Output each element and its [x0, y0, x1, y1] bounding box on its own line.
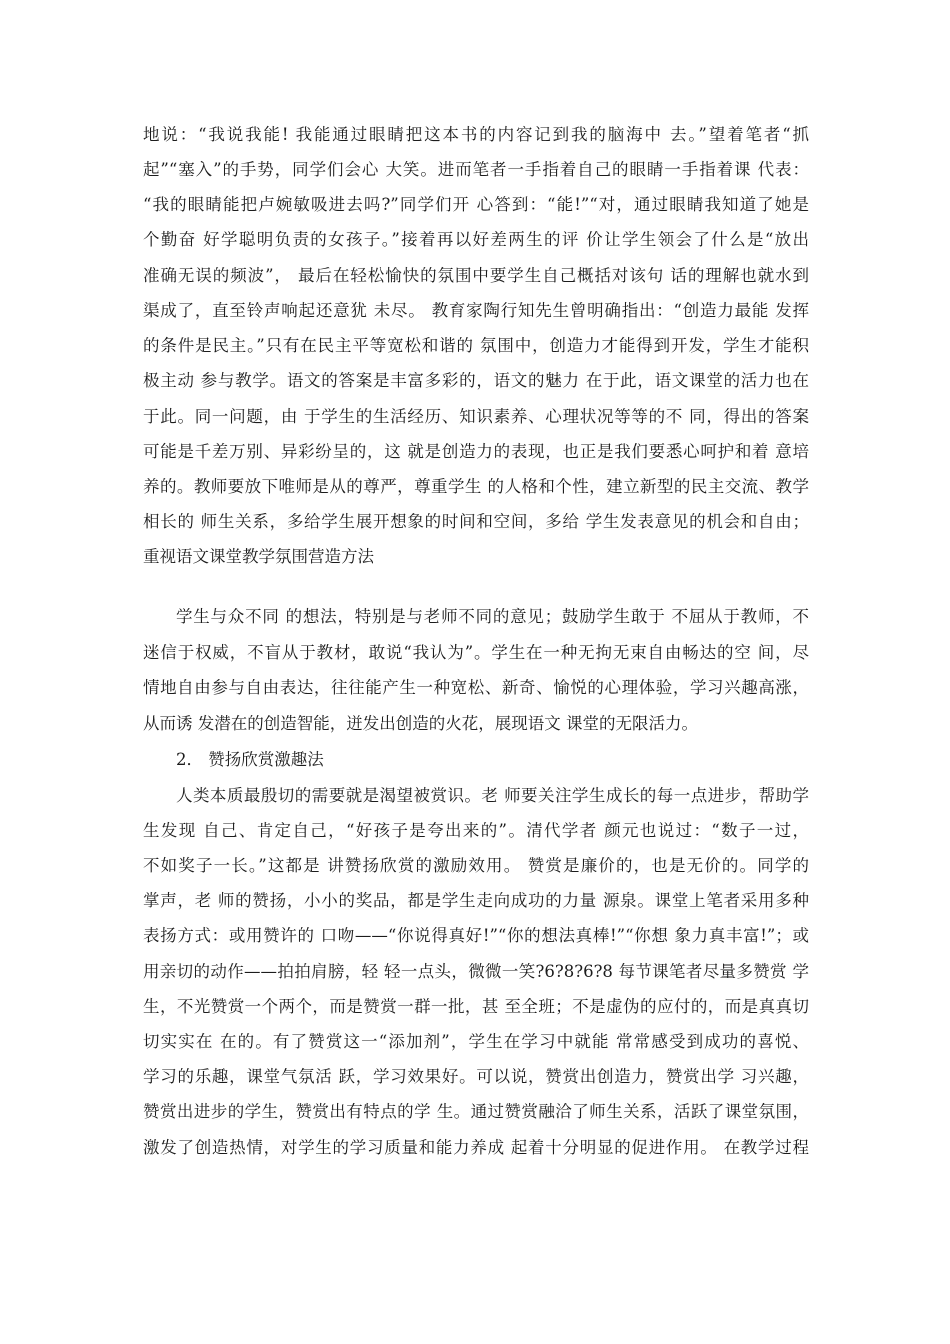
text-line: 情地自由参与自由表达，往往能产生一种宽松、新奇、愉悦的心理体验，学习兴趣高涨，: [143, 678, 809, 697]
text-line: 渠成了，直至铃声响起还意犹 未尽。 教育家陶行知先生曾明确指出：“创造力最能 发挥: [143, 301, 809, 320]
text-line: 的条件是民主。”只有在民主平等宽松和谐的 氛围中，创造力才能得到开发，学生才能积: [143, 336, 809, 355]
text-line: 养的。教师要放下唯师是从的尊严，尊重学生 的人格和个性，建立新型的民主交流、教学: [143, 477, 809, 496]
text-line: 学习的乐趣，课堂气氛活 跃，学习效果好。可以说，赞赏出创造力，赞赏出学 习兴趣，: [143, 1067, 809, 1086]
section-heading: 2． 赞扬欣赏激趣法: [176, 750, 324, 769]
text-line: 可能是千差万别、异彩纷呈的，这 就是创造力的表现，也正是我们要悉心呵护和着 意培: [143, 442, 809, 461]
text-line: “我的眼睛能把卢婉敏吸进去吗?”同学们开 心答到：“能!”“对，通过眼睛我知道了她是: [143, 195, 809, 214]
text-line: 表扬方式：或用赞许的 口吻——“你说得真好!”“你的想法真棒!”“你想 象力真丰富!”；或: [143, 926, 809, 945]
text-line: 切实实在 在的。有了赞赏这一“添加剂”，学生在学习中就能 常常感受到成功的喜悦、: [143, 1032, 809, 1051]
text-line: 激发了创造热情，对学生的学习质量和能力养成 起着十分明显的促进作用。 在教学过程: [143, 1138, 809, 1157]
text-line: 生发现 自己、肯定自己，“好孩子是夸出来的”。清代学者 颜元也说过：“数子一过，: [143, 821, 809, 840]
text-line: 人类本质最殷切的需要就是渴望被赏识。老 师要关注学生成长的每一点进步，帮助学: [176, 786, 809, 805]
text-line: 准确无误的频波”， 最后在轻松愉快的氛围中要学生自己概括对该句 话的理解也就水到: [143, 266, 809, 285]
text-line: 个勤奋 好学聪明负责的女孩子。”接着再以好差两生的评 价让学生领会了什么是“放出: [143, 230, 809, 249]
text-line: 赞赏出进步的学生，赞赏出有特点的学 生。通过赞赏融洽了师生关系，活跃了课堂氛围，: [143, 1102, 809, 1121]
text-line: 迷信于权威，不盲从于教材，敢说“我认为”。学生在一种无拘无束自由畅达的空 间，尽: [143, 643, 809, 662]
text-line: 极主动 参与教学。语文的答案是丰富多彩的，语文的魅力 在于此，语文课堂的活力也在: [143, 371, 809, 390]
text-line: 地说：“我说我能! 我能通过眼睛把这本书的内容记到我的脑海中 去。”望着笔者“抓: [143, 125, 809, 144]
text-line: 学生与众不同 的想法，特别是与老师不同的意见；鼓励学生敢于 不屈从于教师，不: [176, 607, 809, 626]
text-line: 用亲切的动作——拍拍肩膀，轻 轻一点头，微微一笑?6?8?6?8 每节课笔者尽量多赞赏 学: [143, 962, 809, 981]
text-line: 相长的 师生关系，多给学生展开想象的时间和空间，多给 学生发表意见的机会和自由；: [143, 512, 809, 531]
text-line: 从而诱 发潜在的创造智能，迸发出创造的火花，展现语文 课堂的无限活力。: [143, 714, 698, 733]
text-line: 不如奖子一长。”这都是 讲赞扬欣赏的激励效用。 赞赏是廉价的，也是无价的。同学的: [143, 856, 809, 875]
text-line: 重视语文课堂教学氛围营造方法: [143, 547, 374, 566]
text-line: 生，不光赞赏一个两个，而是赞赏一群一批，甚 至全班；不是虚伪的应付的，而是真真切: [143, 997, 809, 1016]
text-line: 于此。同一问题，由 于学生的生活经历、知识素养、心理状况等等的不 同，得出的答案: [143, 407, 809, 426]
text-line: 掌声，老 师的赞扬，小小的奖品，都是学生走向成功的力量 源泉。课堂上笔者采用多种: [143, 891, 809, 910]
text-line: 起”“塞入”的手势，同学们会心 大笑。进而笔者一手指着自己的眼睛一手指着课 代表：: [143, 160, 809, 179]
